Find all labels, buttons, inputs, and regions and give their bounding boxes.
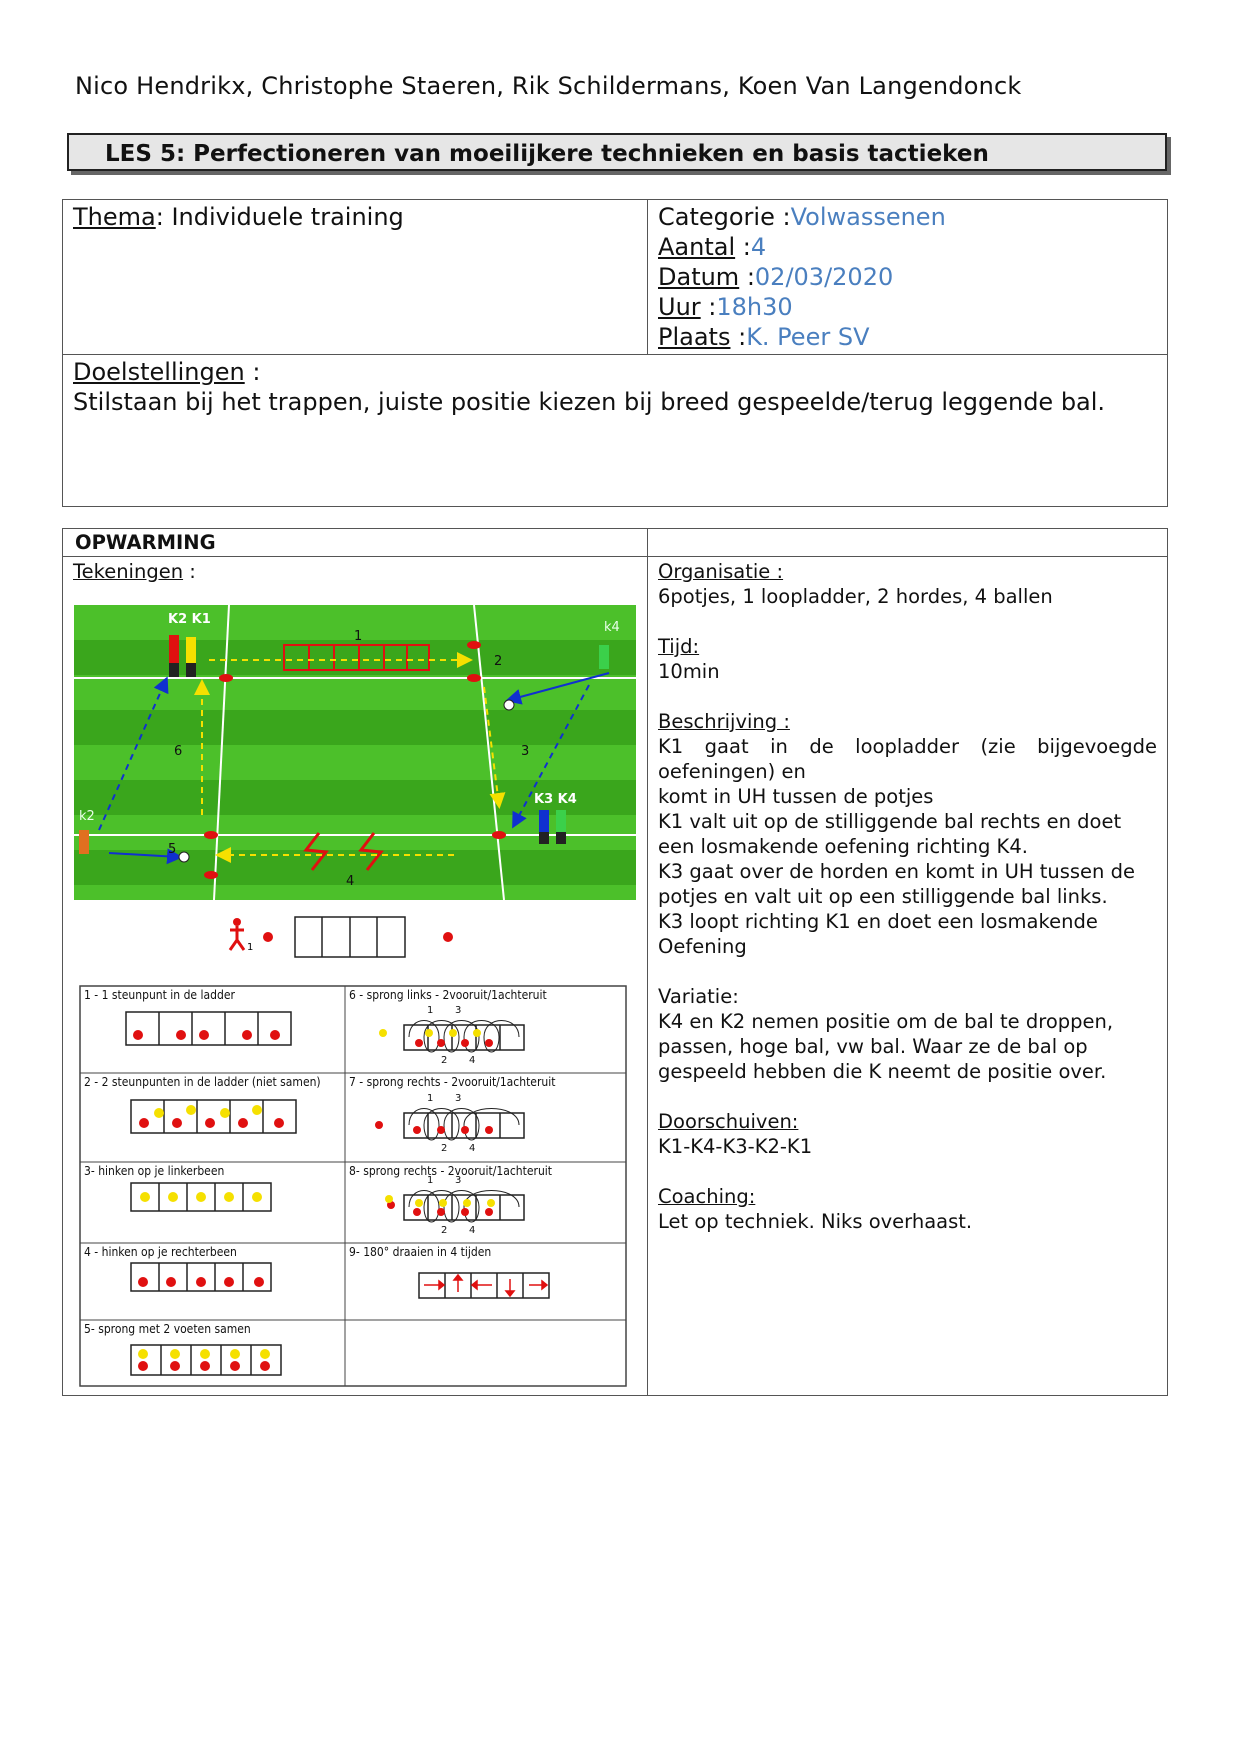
exercise-6-label: 6 - sprong links - 2vooruit/1achteruit — [349, 988, 547, 1002]
svg-text:4: 4 — [469, 1055, 476, 1066]
exercise-9-label: 9- 180° draaien in 4 tijden — [349, 1245, 492, 1259]
svg-text:3: 3 — [455, 1175, 462, 1186]
datum-label: Datum — [658, 263, 740, 291]
opwarming-header: OPWARMING — [63, 529, 648, 557]
coaching-label: Coaching: — [658, 1185, 756, 1208]
field-diagram — [74, 605, 636, 900]
categorie-label: Categorie — [658, 203, 775, 231]
svg-text:4: 4 — [469, 1143, 476, 1154]
categorie-value: Volwassenen — [790, 203, 946, 231]
label-k2k1: K2 K1 — [168, 612, 211, 627]
doelstellingen-label: Doelstellingen — [73, 358, 245, 386]
datum-value: 02/03/2020 — [754, 263, 894, 291]
beschrijving-label: Beschrijving : — [658, 710, 790, 733]
doorschuiven-text: K1-K4-K3-K2-K1 — [658, 1135, 813, 1158]
svg-text:1: 1 — [354, 629, 363, 644]
ladder-start-diagram — [220, 912, 480, 962]
tekeningen-label: Tekeningen — [73, 560, 184, 583]
coaching-text: Let op techniek. Niks overhaast. — [658, 1210, 973, 1233]
tijd-label: Tijd: — [658, 635, 700, 658]
label-k2: k2 — [79, 809, 95, 824]
svg-text:1: 1 — [427, 1093, 434, 1104]
tijd-text: 10min — [658, 660, 720, 683]
svg-text:1: 1 — [427, 1175, 434, 1186]
svg-text:3: 3 — [521, 744, 530, 759]
thema-value: : Individuele training — [155, 203, 404, 231]
aantal-value: 4 — [750, 233, 767, 261]
beschrijving-line-5: K3 loopt richting K1 en doet een losmakende Oefening — [658, 910, 1098, 958]
svg-text:3: 3 — [455, 1093, 462, 1104]
lesson-title-box — [67, 133, 1167, 171]
svg-text:2: 2 — [441, 1055, 448, 1066]
exercise-4-label: 4 - hinken op je rechterbeen — [84, 1245, 237, 1259]
plaats-value: K. Peer SV — [746, 323, 870, 351]
uur-value: 18h30 — [716, 293, 793, 321]
variatie-label: Variatie: — [658, 985, 739, 1008]
ladder-exercises-grid — [79, 985, 627, 1387]
info-table — [62, 199, 1168, 507]
runner-icon — [230, 918, 244, 950]
description-cell — [648, 557, 1168, 1396]
uur-label: Uur — [658, 293, 701, 321]
beschrijving-line-4: K3 gaat over de horden en komt in UH tussen de potjes en valt uit op een stilliggende bal links. — [658, 860, 1135, 908]
svg-text:6: 6 — [174, 744, 183, 759]
exercise-8-label: 8- sprong rechts - 2vooruit/1achteruit — [349, 1164, 553, 1178]
svg-text:1: 1 — [427, 1005, 434, 1016]
organisatie-label: Organisatie : — [658, 560, 784, 583]
svg-text:5: 5 — [168, 842, 177, 857]
authors-line: Nico Hendrikx, Christophe Staeren, Rik Schildermans, Koen Van Langendonck — [75, 72, 1022, 100]
meta-cell: Categorie :Volwassenen Aantal :4 Datum :02/03/2020 Uur :18h30 Plaats :K. Peer SV — [648, 200, 1168, 355]
svg-text:4: 4 — [469, 1225, 476, 1236]
exercise-2-label: 2 - 2 steunpunten in de ladder (niet samen) — [84, 1075, 321, 1089]
svg-text:1: 1 — [247, 942, 254, 953]
beschrijving-line-3: K1 valt uit op de stilliggende bal rechts en doet een losmakende oefening richting K4. — [658, 810, 1122, 858]
variatie-text: K4 en K2 nemen positie om de bal te droppen, passen, hoge bal, vw bal. Waar ze de bal op gespeeld hebben die K neemt de positie over. — [658, 1010, 1114, 1083]
label-k4: k4 — [604, 620, 620, 635]
svg-text:2: 2 — [494, 654, 503, 669]
thema-cell — [63, 200, 648, 355]
label-k3k4: K3 K4 — [534, 792, 577, 807]
doelstellingen-cell: Doelstellingen : Stilstaan bij het trappen, juiste positie kiezen bij breed gespeelde/terug leggende bal. — [63, 355, 1168, 507]
beschrijving-line-2: komt in UH tussen de potjes — [658, 785, 934, 808]
svg-text:2: 2 — [441, 1225, 448, 1236]
plaats-label: Plaats — [658, 323, 731, 351]
organisatie-text: 6potjes, 1 loopladder, 2 hordes, 4 ballen — [658, 585, 1053, 608]
doelstellingen-text: Stilstaan bij het trappen, juiste positie kiezen bij breed gespeelde/terug leggende bal. — [73, 388, 1106, 416]
exercise-7-label: 7 - sprong rechts - 2vooruit/1achteruit — [349, 1075, 556, 1089]
svg-text:3: 3 — [455, 1005, 462, 1016]
beschrijving-line-1: K1 gaat in de loopladder (zie bijgevoegde oefeningen) en — [658, 735, 1157, 783]
tekeningen-cell: Tekeningen : — [63, 557, 648, 1396]
exercise-1-label: 1 - 1 steunpunt in de ladder — [84, 988, 235, 1002]
doorschuiven-label: Doorschuiven: — [658, 1110, 799, 1133]
exercise-5-label: 5- sprong met 2 voeten samen — [84, 1322, 251, 1336]
aantal-label: Aantal — [658, 233, 736, 261]
svg-text:2: 2 — [441, 1143, 448, 1154]
svg-text:4: 4 — [346, 874, 355, 889]
lesson-title: LES 5: Perfectioneren van moeilijkere technieken en basis tactieken — [105, 141, 989, 167]
exercise-3-label: 3- hinken op je linkerbeen — [84, 1164, 225, 1178]
thema-label: Thema — [73, 203, 156, 231]
